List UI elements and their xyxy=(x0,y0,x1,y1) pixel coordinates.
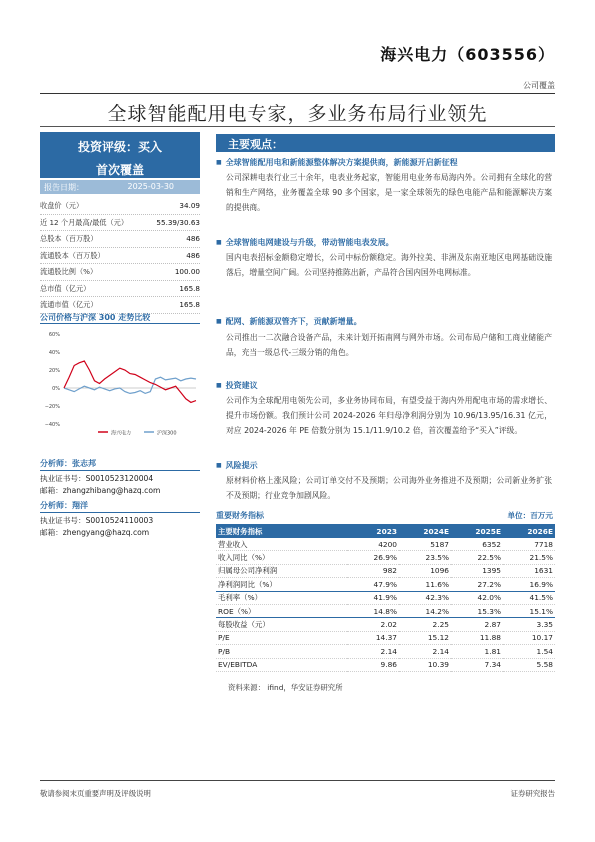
section-text: 公司作为全球配用电领先公司，多业务协同布局，有望受益于海内外用配电市场的需求增长、提升市场份额。我们预计公司 2024-2026 年归母净利润分别为 10.96/13.95/16.31 亿元，对应 2024-2026 年 PE 倍数分别为 15.1/11.9/10.2 倍，首次覆盖给予“买入”评级。 xyxy=(226,396,552,435)
analyst-rule xyxy=(40,512,200,513)
table-row: 毛利率（%） 41.9% 42.3% 42.0% 41.5% xyxy=(216,591,555,604)
series-line-company xyxy=(64,361,196,402)
table-row: P/E 14.37 15.12 11.88 10.17 xyxy=(216,631,555,644)
y-tick-label: 60% xyxy=(48,332,60,338)
report-date-label: 报告日期： xyxy=(44,183,84,192)
metric-row: 流通股比例（%） 100.00 xyxy=(40,264,200,281)
section-title: ■ 投资建议 xyxy=(216,380,258,391)
table-row: 每股收益（元） 2.02 2.25 2.87 3.35 xyxy=(216,618,555,631)
y-tick-label: −20% xyxy=(44,404,60,410)
metric-row: 流通股本（百万股） 486 xyxy=(40,248,200,265)
report-title: 全球智能配用电专家，多业务布局行业领先 xyxy=(107,103,488,125)
chart-title: 公司价格与沪深 300 走势比较 xyxy=(40,313,151,322)
y-tick-label: 0% xyxy=(52,386,60,392)
analyst-2-email: 邮箱：zhengyang@hazq.com xyxy=(40,528,150,537)
footer-disclaimer: 敬请参阅末页重要声明及评级说明 xyxy=(40,789,151,798)
market-metrics xyxy=(40,198,200,314)
legend-label-hs300: 沪深300 xyxy=(157,430,177,437)
footer-rule xyxy=(40,780,555,781)
analyst-1-name: 分析师：张志邦 xyxy=(40,459,96,468)
section-text: 国内电表招标金额稳定增长，公司中标份额稳定。海外拉美、非洲及东南亚地区电网基础设施落后，增量空间广阔。公司坚持推陈出新，产品符合国内国外电网标准。 xyxy=(226,253,552,277)
metric-row: 流通市值（亿元） 165.8 xyxy=(40,297,200,314)
section-title: ■ 风险提示 xyxy=(216,460,258,471)
title-rule xyxy=(40,126,555,127)
section-title: ■ 全球智能电网建设与升级，带动智能电表发展。 xyxy=(216,237,394,248)
financials-table xyxy=(216,524,555,672)
rating-line: 投资评级：买入 xyxy=(77,140,162,154)
report-date-value: 2025-03-30 xyxy=(127,182,174,191)
footer-label: 证券研究报告 xyxy=(510,789,555,798)
chart-legend xyxy=(98,430,177,437)
company-name: 海兴电力（603556） xyxy=(380,45,555,64)
metric-row: 收盘价（元） 34.09 xyxy=(40,198,200,215)
header-rule xyxy=(40,93,555,94)
analyst-1-email: 邮箱：zhangzhibang@hazq.com xyxy=(40,486,161,495)
metric-row: 近 12 个月最高/最低（元） 55.39/30.63 xyxy=(40,215,200,232)
price-chart xyxy=(40,328,200,438)
y-tick-label: 40% xyxy=(48,350,60,356)
financials-unit: 单位：百万元 xyxy=(507,511,553,520)
analyst-rule xyxy=(40,470,200,471)
table-header-row: 主要财务指标 2023 2024E 2025E 2026E xyxy=(216,524,555,538)
rating-box xyxy=(40,132,200,178)
legend-label-company: 海兴电力 xyxy=(111,430,132,437)
report-date xyxy=(40,180,200,194)
table-row: EV/EBITDA 9.86 10.39 7.34 5.58 xyxy=(216,658,555,671)
email-link[interactable]: zhengyang@hazq.com xyxy=(62,528,150,537)
table-row: 收入同比（%） 26.9% 23.5% 22.5% 21.5% xyxy=(216,551,555,564)
doc-type: 公司覆盖 xyxy=(523,81,555,90)
metric-row: 总市值（亿元） 165.8 xyxy=(40,281,200,298)
financials-title: 重要财务指标 xyxy=(216,511,264,520)
table-row: 营业收入 4200 5187 6352 7718 xyxy=(216,538,555,551)
section-text: 原材料价格上涨风险；公司订单交付不及预期；公司海外业务推进不及预期；公司新业务扩张不及预期；行业竞争加剧风险。 xyxy=(226,476,552,500)
series-line-hs300 xyxy=(64,377,196,393)
analyst-2-name: 分析师：翔洋 xyxy=(40,501,88,510)
table-row: 净利润同比（%） 47.9% 11.6% 27.2% 16.9% xyxy=(216,578,555,591)
coverage-line: 首次覆盖 xyxy=(95,163,144,177)
table-row: P/B 2.14 2.14 1.81 1.54 xyxy=(216,645,555,658)
key-points-header: 主要观点： xyxy=(216,134,555,152)
email-link[interactable]: zhangzhibang@hazq.com xyxy=(62,486,161,495)
section-text: 公司推出一二次融合设备产品，未来计划开拓南网与网外市场。公司布局户储和工商业储能产品，充当一级总代-三级分销的角色。 xyxy=(226,333,552,357)
y-tick-label: 20% xyxy=(48,368,60,374)
section-text: 公司深耕电表行业三十余年，电表业务起家，智能用电业务布局海内外。公司拥有全球化的营销和生产网络，业务覆盖全球 90 多个国家，是一家全球领先的绿色电能产品和能源解决方案的提供商。 xyxy=(226,173,552,212)
y-tick-label: −40% xyxy=(44,422,60,428)
section-title: ■ 全球智能配用电和新能源整体解决方案提供商，新能源开启新征程 xyxy=(216,157,458,168)
metric-row: 总股本（百万股） 486 xyxy=(40,231,200,248)
analyst-1-cert: 执业证书号：S0010523120004 xyxy=(40,474,154,483)
chart-title-rule xyxy=(40,323,200,324)
table-row: ROE（%） 14.8% 14.2% 15.3% 15.1% xyxy=(216,604,555,617)
section-title: ■ 配网、新能源双管齐下，贡献新增量。 xyxy=(216,316,362,327)
analyst-2-cert: 执业证书号：S0010524110003 xyxy=(40,516,154,525)
table-row: 归属母公司净利润 982 1096 1395 1631 xyxy=(216,564,555,577)
data-source: 资料来源： ifind，华安证券研究所 xyxy=(228,683,343,692)
